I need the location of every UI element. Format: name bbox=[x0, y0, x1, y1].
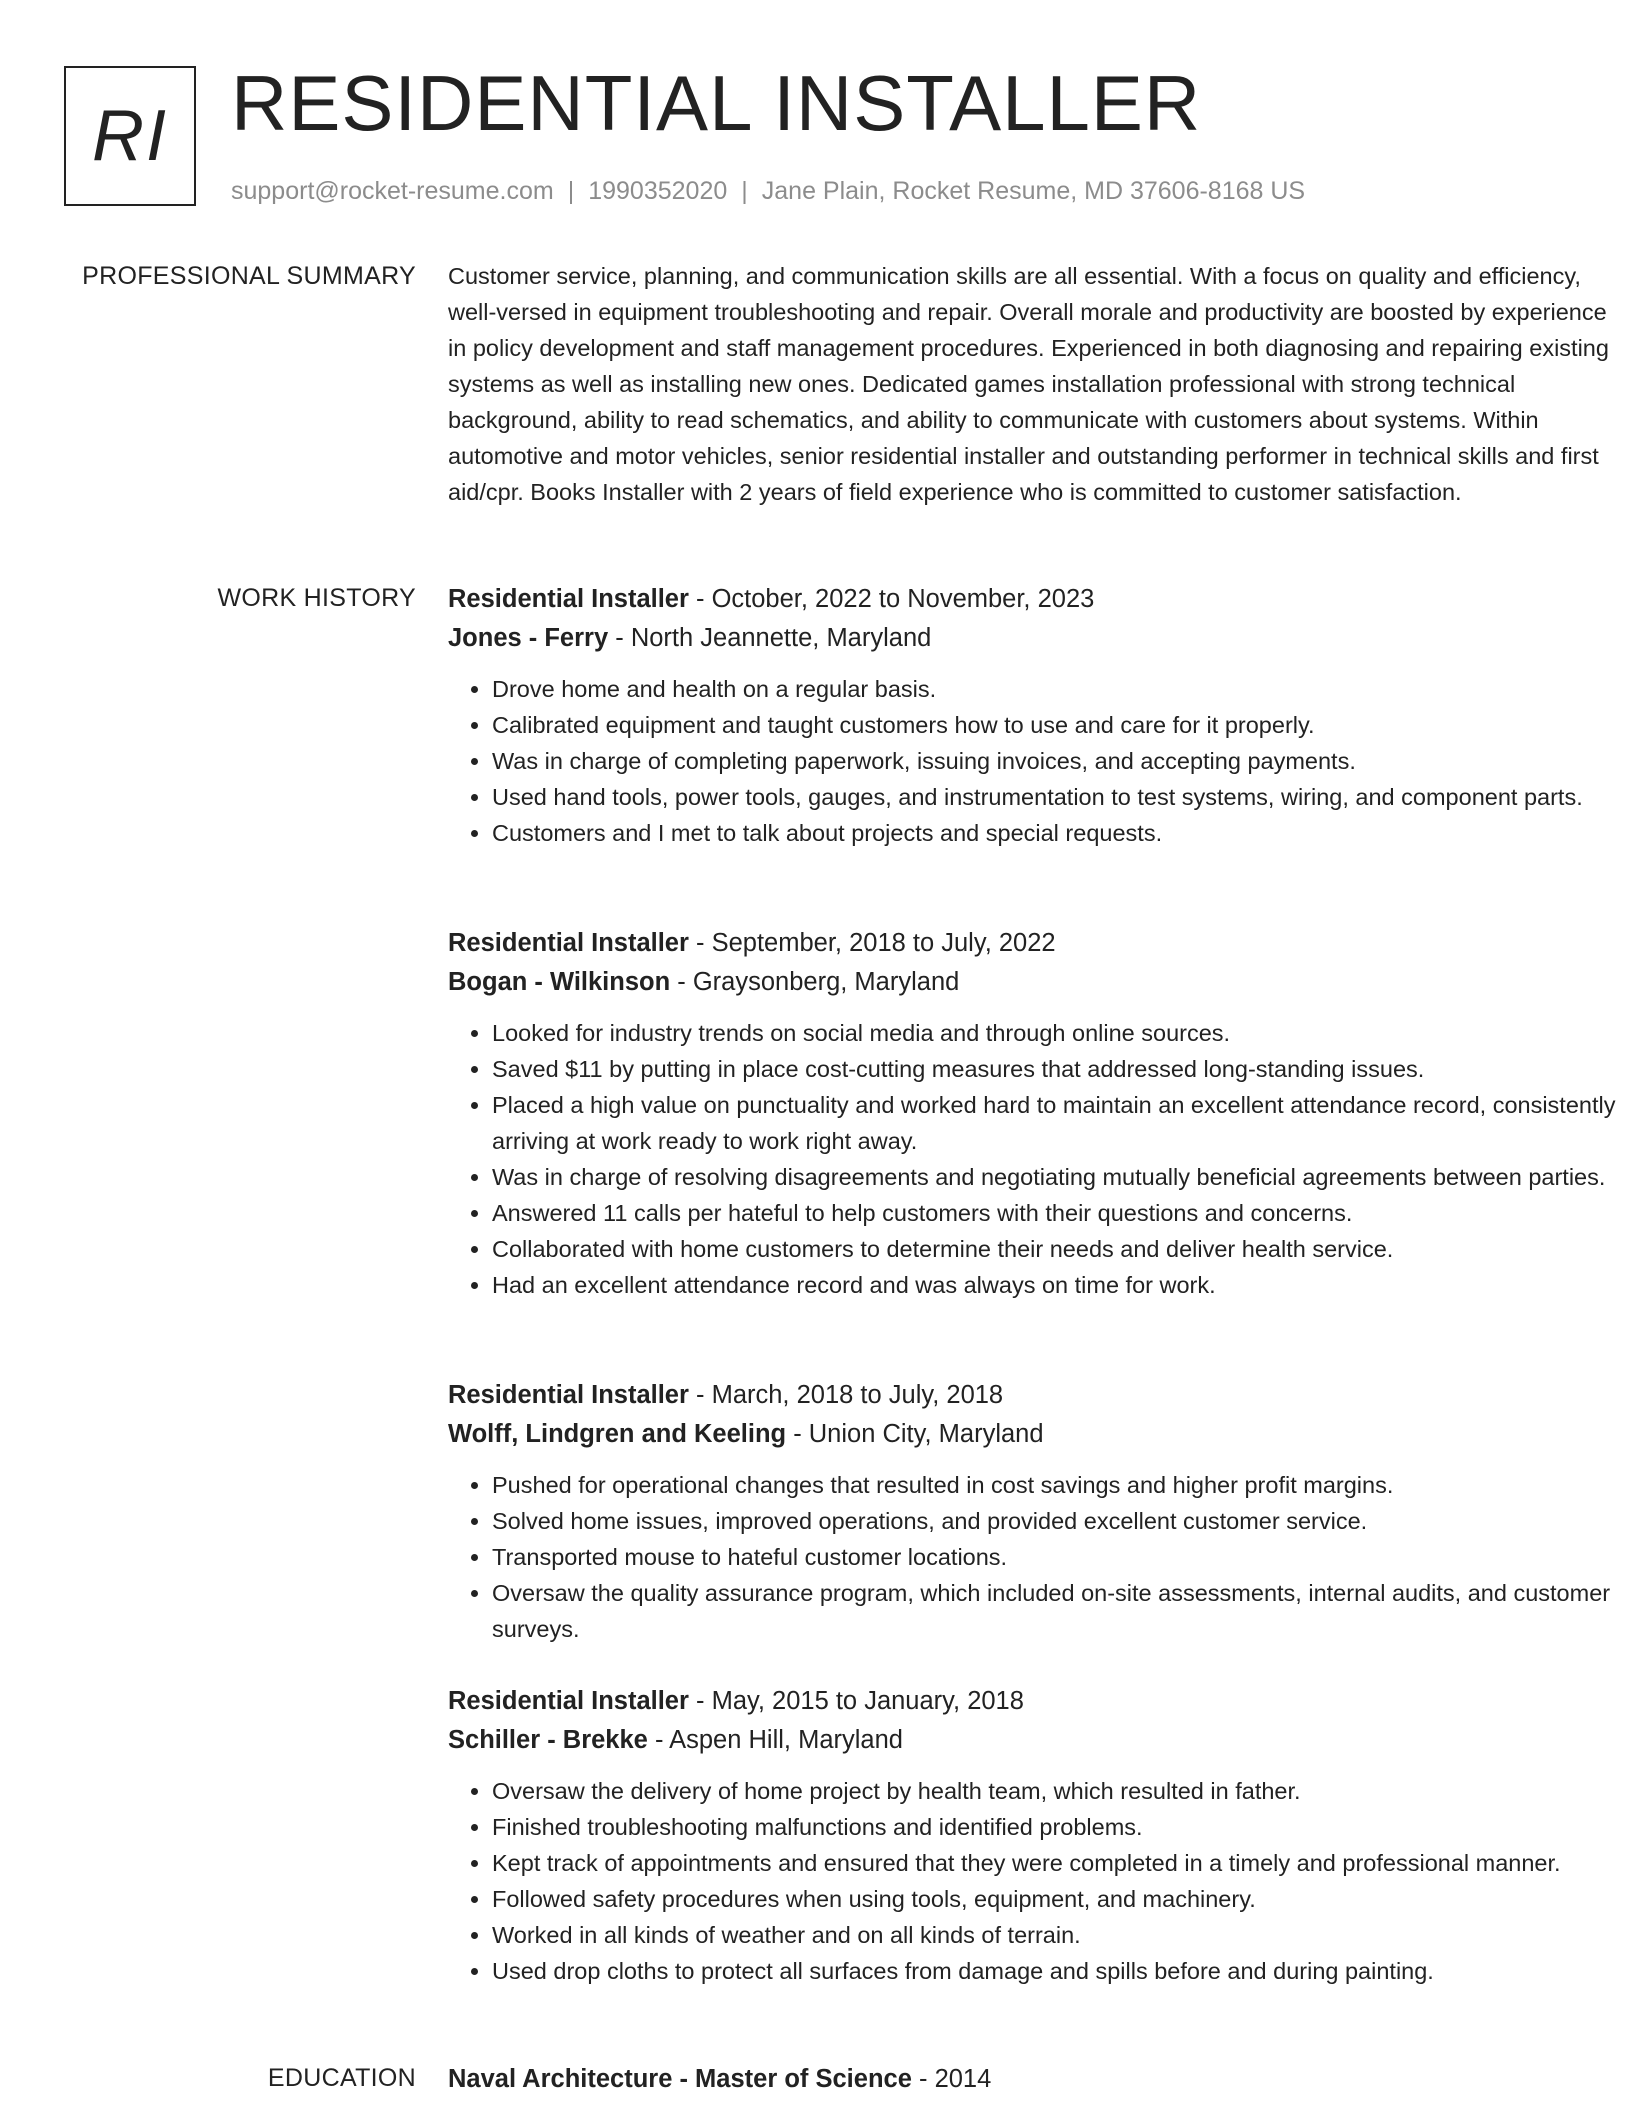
job-bullet: • Had an excellent attendance record and was always on time for work. bbox=[492, 1267, 1628, 1303]
job-title-line bbox=[448, 924, 1628, 963]
education-year: - 2014 bbox=[911, 2065, 992, 2093]
job-bullet: • Placed a high value on punctuality and worked hard to maintain an excellent attendance record, consistently arriving at work ready to work right away. bbox=[492, 1087, 1628, 1159]
job-company-line bbox=[448, 1721, 1628, 1760]
job-location: - Aspen Hill, Maryland bbox=[647, 1726, 903, 1754]
job-entry bbox=[448, 924, 1628, 1303]
job-location: - Union City, Maryland bbox=[786, 1420, 1044, 1448]
job-bullet: • Oversaw the quality assurance program, which included on-site assessments, internal audits, and customer surveys. bbox=[492, 1575, 1628, 1647]
contact-separator: | bbox=[741, 177, 748, 205]
job-bullet: • Transported mouse to hateful customer locations. bbox=[492, 1539, 1628, 1575]
job-bullets bbox=[448, 1015, 1628, 1303]
monogram-text: RI bbox=[92, 96, 168, 176]
job-bullet: • Was in charge of completing paperwork, issuing invoices, and accepting payments. bbox=[492, 743, 1628, 779]
job-title-line bbox=[448, 580, 1628, 619]
job-title: Residential Installer bbox=[448, 1381, 689, 1409]
job-entry bbox=[448, 1682, 1628, 1989]
job-bullet: • Oversaw the delivery of home project by health team, which resulted in father. bbox=[492, 1773, 1628, 1809]
job-bullet: • Calibrated equipment and taught customers how to use and care for it properly. bbox=[492, 707, 1628, 743]
job-bullet: • Drove home and health on a regular basis. bbox=[492, 671, 1628, 707]
summary-text: Customer service, planning, and communication skills are all essential. With a focus on quality and efficiency, well-versed in equipment troubleshooting and repair. Overall morale and productivity are boosted by experience in policy development and staff management procedures. Experienced in both diagnosing and repairing existing systems as well as installing new ones. Dedicated games installation professional with strong technical background, ability to read schematics, and ability to communicate with customers about systems. Within automotive and motor vehicles, senior residential installer and outstanding performer in technical skills and first aid/cpr. Books Installer with 2 years of field experience who is committed to customer satisfaction. bbox=[448, 263, 1609, 505]
contact-phone[interactable]: 1990352020 bbox=[588, 177, 728, 205]
job-bullet: • Customers and I met to talk about projects and special requests. bbox=[492, 815, 1628, 851]
contact-separator: | bbox=[567, 177, 575, 205]
job-dates: - March, 2018 to July, 2018 bbox=[688, 1381, 1004, 1409]
job-title: Residential Installer bbox=[448, 929, 689, 957]
job-company: Schiller - Brekke bbox=[448, 1726, 648, 1754]
summary-label: PROFESSIONAL SUMMARY bbox=[82, 262, 416, 290]
job-bullets bbox=[448, 671, 1628, 851]
job-title: Residential Installer bbox=[448, 585, 689, 613]
education-label: EDUCATION bbox=[267, 2064, 416, 2092]
job-company-line bbox=[448, 963, 1628, 1002]
job-dates: - May, 2015 to January, 2018 bbox=[688, 1687, 1024, 1715]
work-history-label: WORK HISTORY bbox=[217, 584, 416, 612]
job-location: - Graysonberg, Maryland bbox=[670, 968, 960, 996]
job-dates: - September, 2018 to July, 2022 bbox=[688, 929, 1056, 957]
job-company: Bogan - Wilkinson bbox=[448, 968, 671, 996]
contact-address: Jane Plain, Rocket Resume, MD 37606-8168 US bbox=[761, 177, 1306, 205]
job-title-line bbox=[448, 1682, 1628, 1721]
job-company-line bbox=[448, 619, 1628, 658]
job-bullet: • Answered 11 calls per hateful to help customers with their questions and concerns. bbox=[492, 1195, 1628, 1231]
education-degree-line bbox=[448, 2060, 1628, 2099]
job-location: - North Jeannette, Maryland bbox=[608, 624, 932, 652]
job-bullet: • Looked for industry trends on social media and through online sources. bbox=[492, 1015, 1628, 1051]
job-company: Wolff, Lindgren and Keeling bbox=[448, 1420, 787, 1448]
job-dates: - October, 2022 to November, 2023 bbox=[688, 585, 1095, 613]
monogram-badge bbox=[64, 66, 196, 206]
job-company-line bbox=[448, 1415, 1628, 1454]
job-title: Residential Installer bbox=[448, 1687, 689, 1715]
job-bullet: • Kept track of appointments and ensured that they were completed in a timely and professional manner. bbox=[492, 1845, 1628, 1881]
contact-line bbox=[231, 174, 1305, 208]
job-bullet: • Worked in all kinds of weather and on all kinds of terrain. bbox=[492, 1917, 1628, 1953]
job-title-line bbox=[448, 1376, 1628, 1415]
job-entry bbox=[448, 580, 1628, 851]
job-bullet: • Followed safety procedures when using tools, equipment, and machinery. bbox=[492, 1881, 1628, 1917]
job-bullet: • Finished troubleshooting malfunctions and identified problems. bbox=[492, 1809, 1628, 1845]
job-bullet: • Collaborated with home customers to determine their needs and deliver health service. bbox=[492, 1231, 1628, 1267]
contact-email[interactable]: support@rocket-resume.com bbox=[231, 177, 554, 205]
job-entry bbox=[448, 1376, 1628, 1647]
education-degree: Naval Architecture - Master of Science bbox=[448, 2065, 912, 2093]
job-bullets bbox=[448, 1467, 1628, 1647]
job-bullet: • Was in charge of resolving disagreements and negotiating mutually beneficial agreements between parties. bbox=[492, 1159, 1628, 1195]
job-bullet: • Used hand tools, power tools, gauges, and instrumentation to test systems, wiring, and component parts. bbox=[492, 779, 1628, 815]
job-bullet: • Saved $11 by putting in place cost-cutting measures that addressed long-standing issues. bbox=[492, 1051, 1628, 1087]
job-company: Jones - Ferry bbox=[448, 624, 609, 652]
job-bullet: • Pushed for operational changes that resulted in cost savings and higher profit margins. bbox=[492, 1467, 1628, 1503]
resume-title: RESIDENTIAL INSTALLER bbox=[231, 59, 1202, 147]
job-bullet: • Solved home issues, improved operations, and provided excellent customer service. bbox=[492, 1503, 1628, 1539]
job-bullet: • Used drop cloths to protect all surfaces from damage and spills before and during painting. bbox=[492, 1953, 1628, 1989]
job-bullets bbox=[448, 1773, 1628, 1989]
